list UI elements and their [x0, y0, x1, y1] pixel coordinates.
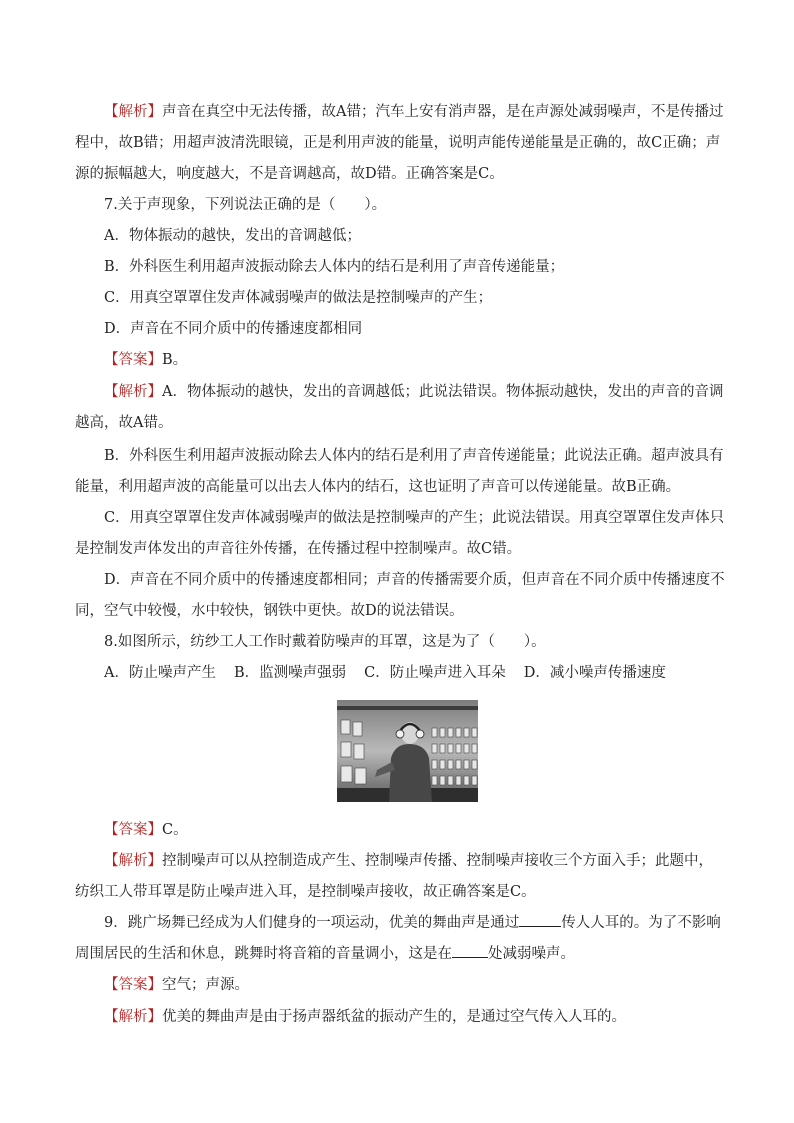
q8-answer [75, 815, 725, 846]
answer-text: B。 [162, 352, 188, 368]
q7-analysis-a [75, 377, 725, 439]
q9-stem [75, 908, 725, 970]
answer-tag: 【答案】 [104, 977, 162, 993]
analysis-text: 优美的舞曲声是由于扬声器纸盆的振动产生的，是通过空气传入人耳的。 [162, 1009, 626, 1025]
textile-worker-photo [337, 700, 478, 802]
q7-option-a: A．物体振动的越快，发出的音调越低； [104, 228, 361, 244]
analysis-tag: 【解析】 [104, 384, 162, 400]
q7-stem: 7.关于声现象，下列说法正确的是（ ）。 [104, 197, 387, 213]
q7-option-c: C．用真空罩罩住发声体减弱噪声的做法是控制噪声的产生； [104, 290, 493, 306]
q7-option-d: D．声音在不同介质中的传播速度都相同 [104, 321, 363, 337]
q7-analysis-c: C．用真空罩罩住发声体减弱噪声的做法是控制噪声的产生；此说法错误。用真空罩罩住发声体只是控制发声体发出的声音往外传播，在传播过程中控制噪声。故C错。 [75, 510, 725, 557]
q8-option-b: B．监测噪声强弱 [233, 665, 347, 681]
q8-options [75, 658, 725, 689]
fill-blank-2[interactable] [452, 943, 488, 958]
answer-tag: 【答案】 [104, 822, 162, 838]
q8-stem: 8.如图所示，纺纱工人工作时戴着防噪声的耳罩，这是为了（ ）。 [104, 634, 546, 650]
q9-analysis [75, 1002, 725, 1033]
q7-option-b: B．外科医生利用超声波振动除去人体内的结石是利用了声音传递能量； [104, 259, 565, 275]
q8-option-c: C．防止噪声进入耳朵 [364, 665, 506, 681]
q9-answer [75, 970, 725, 1001]
textile-worker-image [337, 700, 478, 802]
analysis-tag: 【解析】 [104, 853, 162, 869]
fill-blank-1[interactable] [519, 912, 561, 927]
q8-option-a: A．防止噪声产生 [104, 665, 216, 681]
q8-option-d: D．减小噪声传播速度 [523, 665, 666, 681]
answer-text: C。 [162, 822, 188, 838]
q9-stem-part-3: 处减弱噪声。 [488, 946, 575, 962]
analysis-tag: 【解析】 [104, 104, 162, 120]
q7-analysis-b: B．外科医生利用超声波振动除去人体内的结石是利用了声音传递能量；此说法正确。超声波具有能量，利用超声波的高能量可以出去人体内的结石，这也证明了声音可以传递能量。故B正确。 [75, 448, 724, 495]
analysis-text: 声音在真空中无法传播，故A错；汽车上安有消声器，是在声源处减弱噪声，不是传播过程中，故B错；用超声波清洗眼镜，正是利用声波的能量，说明声能传递能量是正确的，故C正确；声源的振幅越大，响度越大，不是音调越高，故D错。正确答案是C。 [75, 104, 724, 182]
q6-analysis [75, 97, 725, 190]
q7-analysis-d: D．声音在不同介质中的传播速度都相同；声音的传播需要介质，但声音在不同介质中传播速度不同，空气中较慢，水中较快，钢铁中更快。故D的说法错误。 [75, 572, 725, 619]
q7-answer [75, 345, 725, 376]
q9-stem-part-2: 传人人耳的。为了不影响周围居民的生活和休息，跳舞时将音箱的音量调小，这是在 [75, 915, 721, 962]
q8-analysis [75, 846, 725, 908]
answer-text: 空气；声源。 [162, 977, 249, 993]
analysis-tag: 【解析】 [104, 1009, 162, 1025]
q9-stem-part-1: 9．跳广场舞已经成为人们健身的一项运动，优美的舞曲声是通过 [104, 915, 520, 931]
analysis-text: A．物体振动的越快，发出的音调越低；此说法错误。物体振动越快，发出的声音的音调越高，故A错。 [75, 384, 724, 431]
analysis-text: 控制噪声可以从控制造成产生、控制噪声传播、控制噪声接收三个方面入手；此题中，纺织工人带耳罩是防止噪声进入耳，是控制噪声接收，故正确答案是C。 [75, 853, 713, 900]
answer-tag: 【答案】 [104, 352, 162, 368]
